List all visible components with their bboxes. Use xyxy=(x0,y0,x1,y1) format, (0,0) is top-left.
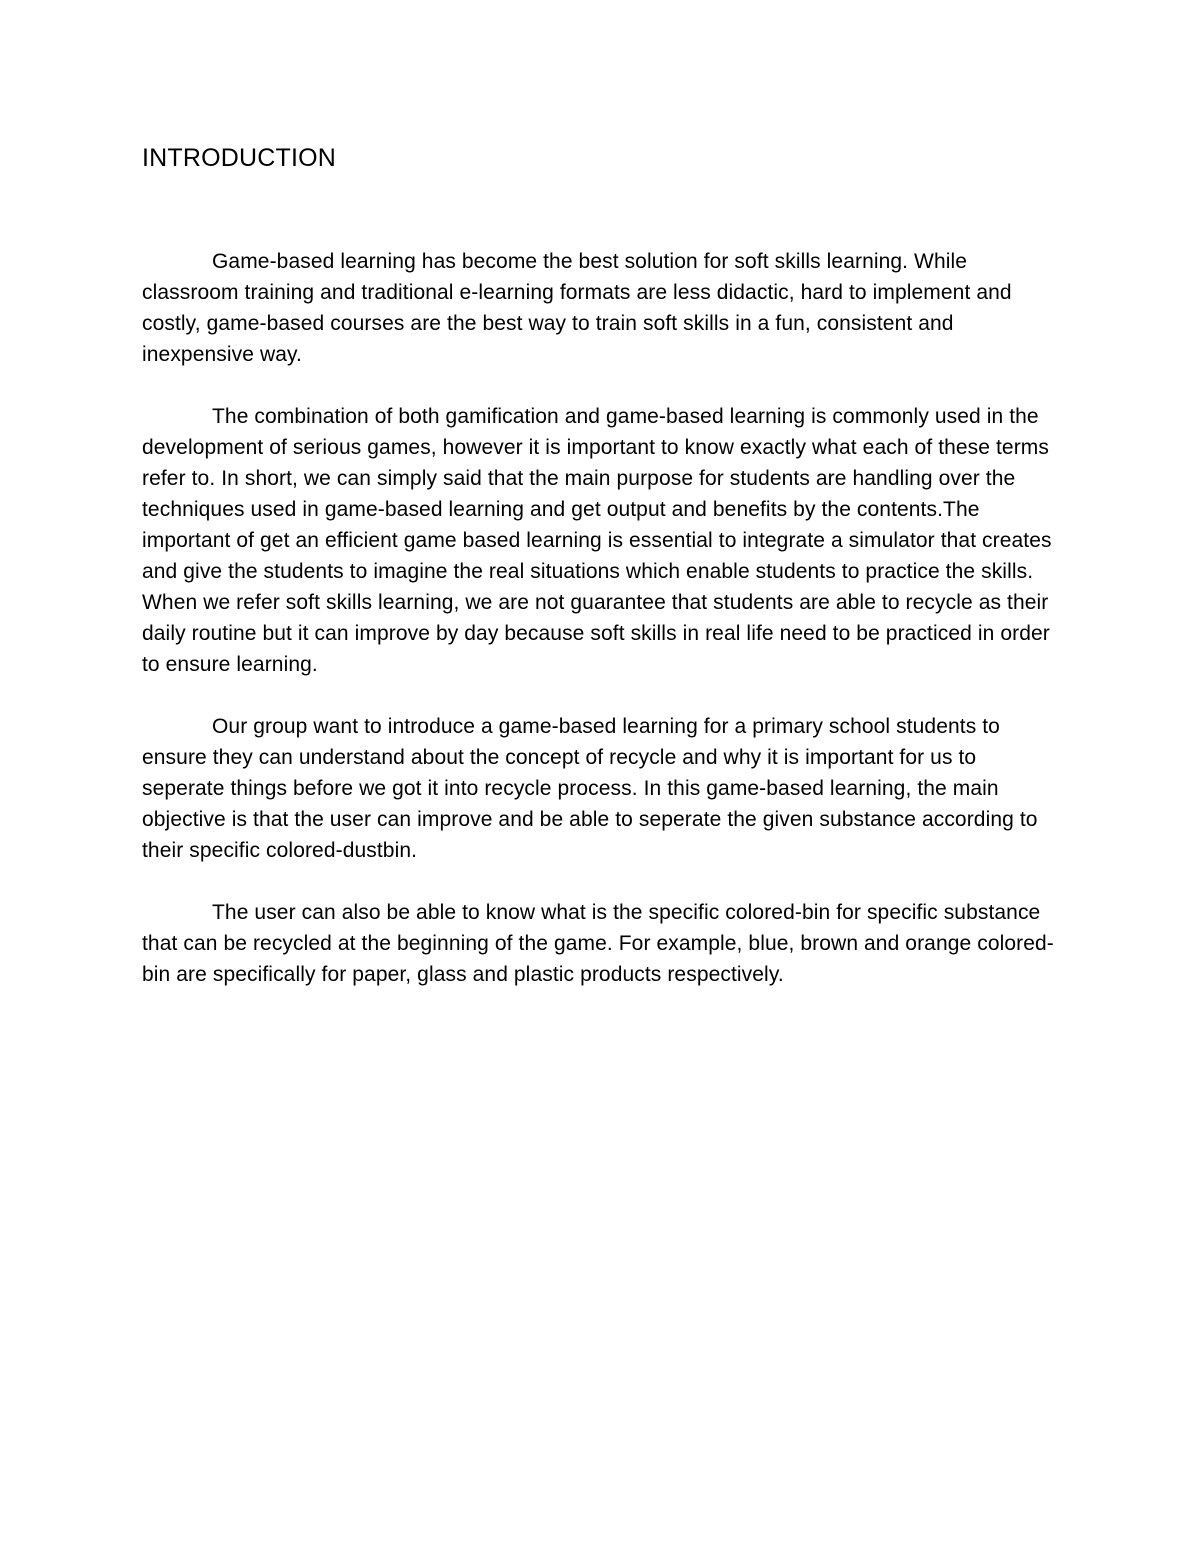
paragraph-gamification: The combination of both gamification and game-based learning is commonly used in the development of serious games, however it is important to know exactly what each of these terms refer to. In short, we can simply said that the main purpose for students are handling over the techniques used in game-based learning and get output and benefits by the contents.The important of get an efficient game based learning is essential to integrate a simulator that creates and give the students to imagine the real situations which enable students to practice the skills. When we refer soft skills learning, we are not guarantee that students are able to recycle as their daily routine but it can improve by day because soft skills in real life need to be practiced in order to ensure learning. xyxy=(142,405,1052,676)
paragraph-colored-bins: The user can also be able to know what is the specific colored-bin for specific substance that can be recycled at the beginning of the game. For example, blue, brown and orange colored-bin are specifically for paper, glass and plastic products respectively. xyxy=(142,901,1054,986)
document-body xyxy=(142,246,1064,990)
paragraph-group-introduction: Our group want to introduce a game-based learning for a primary school students to ensure they can understand about the concept of recycle and why it is important for us to seperate things before we got it into recycle process. In this game-based learning, the main objective is that the user can improve and be able to seperate the given substance according to their specific colored-dustbin. xyxy=(142,715,1038,862)
document-content xyxy=(142,140,1064,1021)
document-heading: INTRODUCTION xyxy=(142,144,337,172)
paragraph-game-based-learning: Game-based learning has become the best solution for soft skills learning. While classroom training and traditional e-learning formats are less didactic, hard to implement and costly, game-based courses are the best way to train soft skills in a fun, consistent and inexpensive way. xyxy=(142,250,1012,366)
